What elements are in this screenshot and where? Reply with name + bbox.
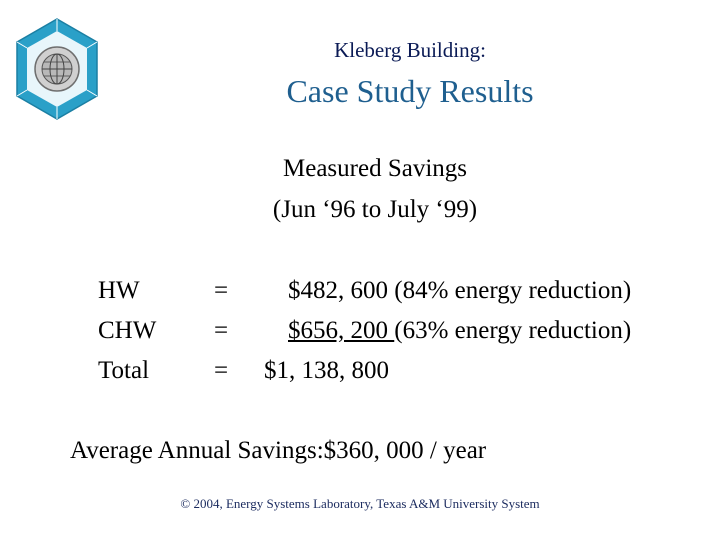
row-amount: $482, 600: [288, 277, 388, 304]
savings-row-hw: [0, 277, 720, 313]
slide-title: Case Study Results: [286, 73, 534, 109]
row-note: (63% energy reduction): [394, 317, 632, 344]
savings-row-total: [0, 357, 720, 393]
row-note: (84% energy reduction): [388, 277, 632, 304]
row-label: HW: [98, 277, 140, 304]
savings-heading: Measured Savings: [283, 155, 467, 182]
copyright-footer: © 2004, Energy Systems Laboratory, Texas A&M University System: [180, 496, 540, 511]
savings-row-chw: [0, 317, 720, 353]
equals-sign: =: [214, 317, 229, 344]
row-value: [288, 277, 631, 305]
row-amount: $1, 138, 800: [264, 357, 389, 384]
row-label: CHW: [98, 317, 157, 344]
tamu-esl-logo-icon: [15, 17, 99, 121]
equals-sign: =: [214, 277, 229, 304]
row-label: Total: [98, 357, 150, 384]
row-value: [288, 317, 631, 345]
average-annual-savings: Average Annual Savings:$360, 000 / year: [70, 437, 487, 464]
equals-sign: =: [214, 357, 229, 384]
savings-period: (Jun ‘96 to July ‘99): [272, 196, 478, 223]
slide-subtitle: Kleberg Building:: [334, 38, 486, 62]
row-amount: $656, 200: [288, 317, 395, 344]
row-value: [264, 357, 389, 385]
